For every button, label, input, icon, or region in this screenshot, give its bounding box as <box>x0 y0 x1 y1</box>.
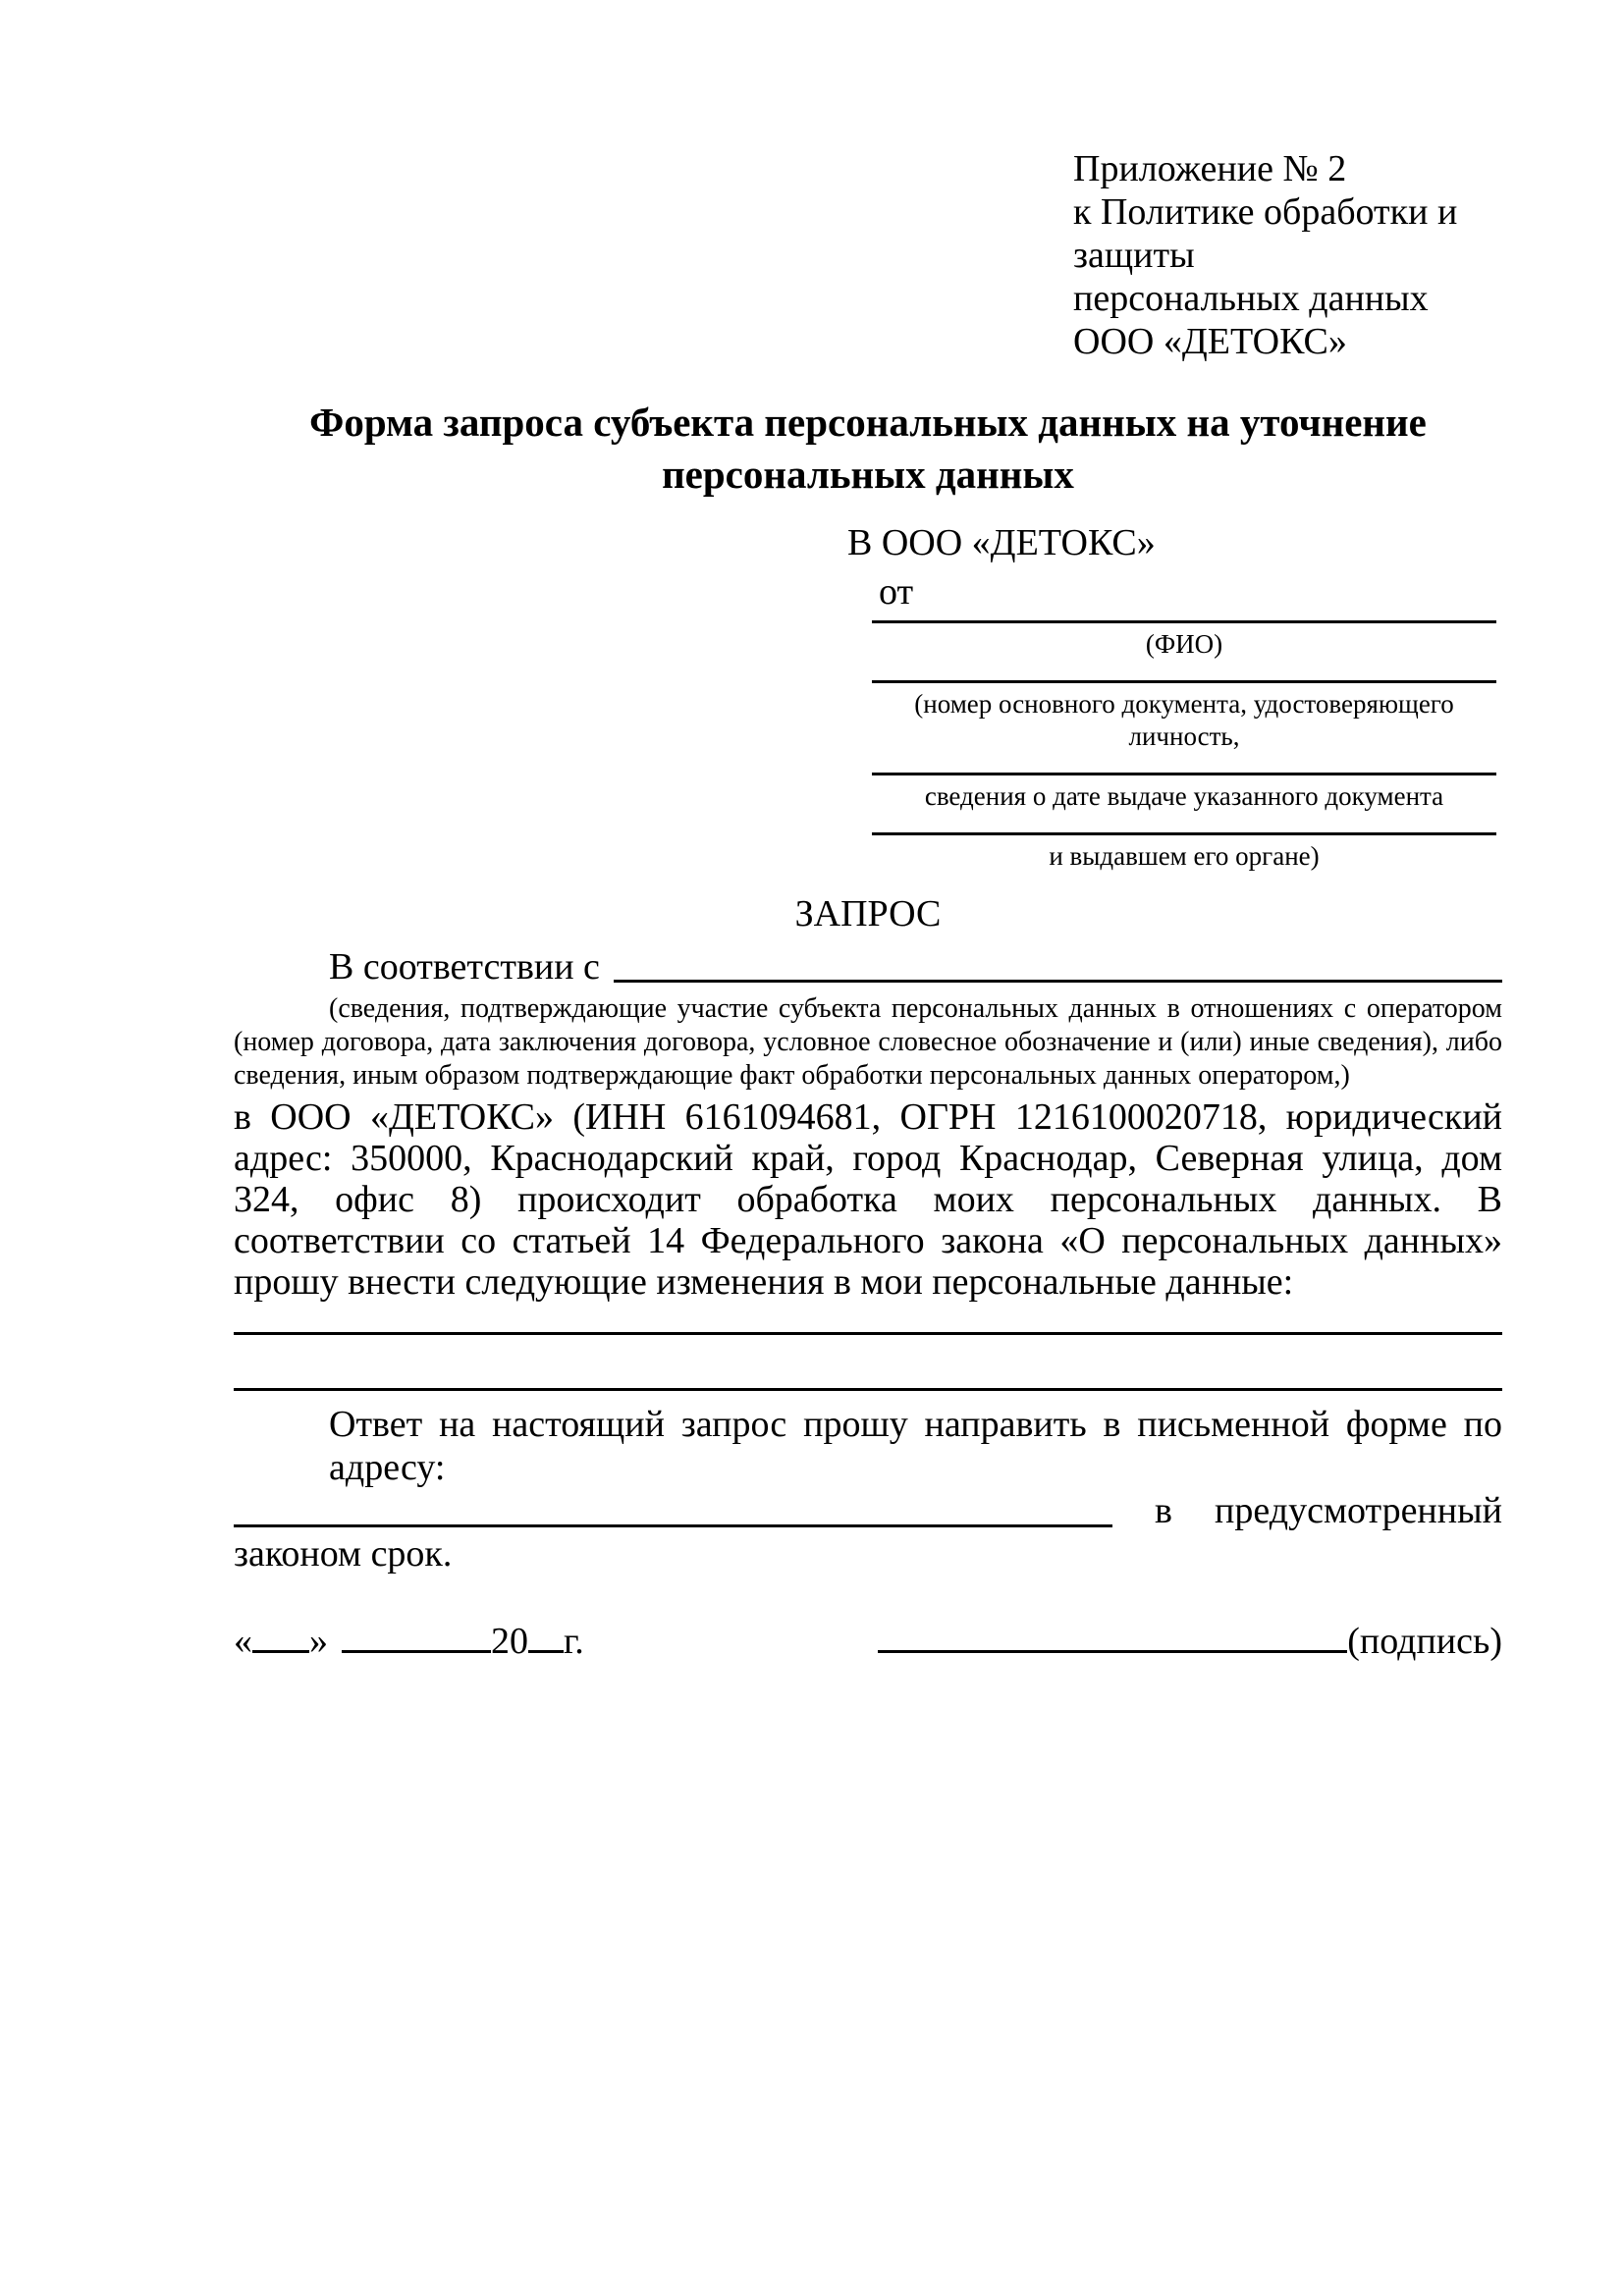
date-group <box>234 1619 584 1664</box>
basis-prefix: В соответствии с <box>329 946 600 988</box>
date-century: 20 <box>491 1621 528 1662</box>
fio-input-line <box>872 620 1496 623</box>
signature-caption: (подпись) <box>1347 1621 1502 1662</box>
request-body: в ООО «ДЕТОКС» (ИНН 6161094681, ОГРН 1216100020718, юридический адрес: 350000, Краснодарский край, город Краснодар, Северная улица, дом 324, офис 8) происходит обработка моих персональных данных. В соответствии со статьей 14 Федерального закона «О персональных данных» прошу внести следующие изменения в мои персональные данные: <box>234 1096 1502 1303</box>
fio-caption: (ФИО) <box>1145 629 1223 659</box>
reply-address-row <box>234 1489 1502 1532</box>
reply-address-input-line <box>234 1489 1112 1527</box>
date-day-input-line <box>252 1621 309 1653</box>
reply-word-predusmotrenny: предусмотренный <box>1215 1490 1502 1531</box>
addressee-organization: В ООО «ДЕТОКС» <box>847 522 1156 563</box>
document-number-caption: (номер основного документа, удостоверяющего личность, <box>914 689 1454 751</box>
date-quote-close: » <box>309 1621 328 1662</box>
reply-word-v: в <box>1155 1490 1172 1531</box>
addressee-from-label: от <box>879 571 914 613</box>
document-number-input-line <box>872 680 1496 683</box>
date-quote-open: « <box>234 1621 252 1662</box>
issuing-authority-input-line <box>872 832 1496 835</box>
basis-row <box>234 945 1502 988</box>
issue-date-caption: сведения о дате выдаче указанного документа <box>924 781 1444 811</box>
request-heading: ЗАПРОС <box>794 893 942 934</box>
appendix-header <box>1073 147 1502 363</box>
changes-input-line-1 <box>234 1332 1502 1335</box>
appendix-header-line: к Политике обработки и защиты <box>1073 191 1458 276</box>
issuing-authority-caption: и выдавшем его органе) <box>1049 841 1320 871</box>
signature-input-line <box>878 1621 1347 1653</box>
page-title: Форма запроса субъекта персональных данных на уточнение персональных данных <box>309 400 1427 497</box>
signature-group <box>878 1619 1502 1664</box>
appendix-header-line: ООО «ДЕТОКС» <box>1073 321 1347 362</box>
addressee-block <box>234 520 1502 614</box>
appendix-header-line: персональных данных <box>1073 278 1429 319</box>
basis-footnote: (сведения, подтверждающие участие субъекта персональных данных в отношениях с оператором (номер договора, дата заключения договора, условное словесное обозначение и (или) иные сведения), либо сведения, иным образом подтверждающие факт обработки персональных данных оператором,) <box>234 993 1502 1091</box>
applicant-fields <box>872 620 1496 873</box>
appendix-header-line: Приложение № 2 <box>1073 148 1347 189</box>
reply-paragraph-line1: Ответ на настоящий запрос прошу направить в письменной форме по адресу: <box>329 1404 1502 1488</box>
date-signature-row <box>234 1619 1502 1664</box>
basis-input-line <box>614 945 1502 983</box>
changes-input-line-2 <box>234 1388 1502 1391</box>
date-year-input-line <box>528 1621 564 1653</box>
issue-date-input-line <box>872 773 1496 775</box>
date-year-label: г. <box>564 1621 584 1662</box>
reply-paragraph-line3: законом срок. <box>234 1533 453 1575</box>
date-month-input-line <box>342 1621 491 1653</box>
